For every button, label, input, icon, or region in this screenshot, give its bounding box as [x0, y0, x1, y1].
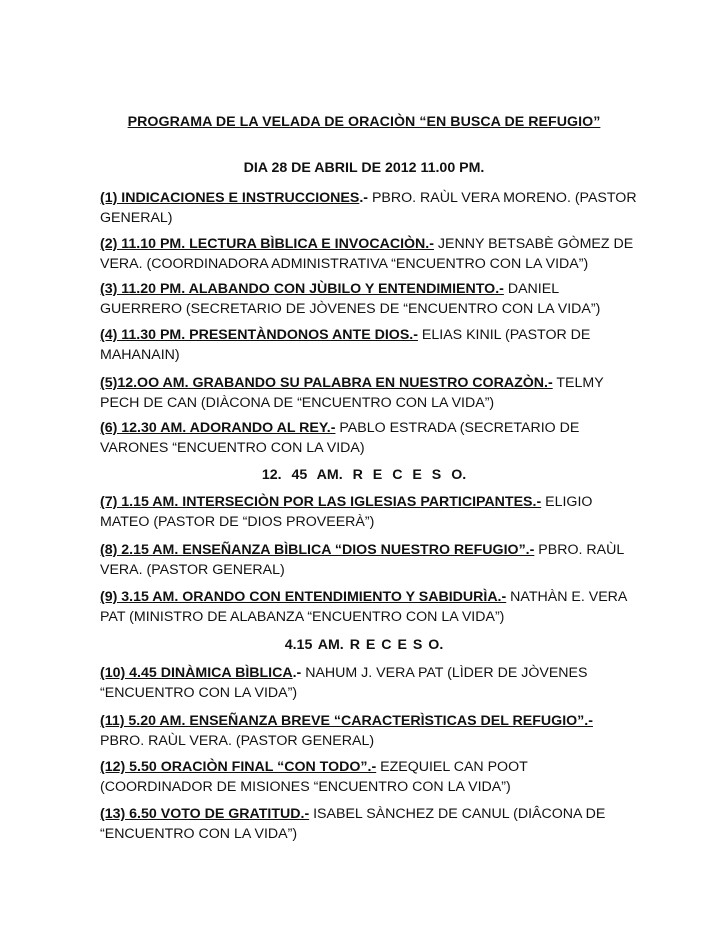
item-heading: (8) 2.15 AM. ENSEÑANZA BÌBLICA “DIOS NUESTRO REFUGIO”.- [100, 542, 535, 558]
program-item-1 [100, 188, 640, 228]
program-item-11 [100, 711, 640, 751]
item-heading: (10) 4.45 DINÀMICA BÌBLICA [100, 665, 293, 681]
item-detail: ELIGIO MATEO (PASTOR DE “DIOS PROVEERÀ”) [100, 494, 593, 530]
item-detail: PBRO. RAÙL VERA MORENO. (PASTOR GENERAL) [100, 190, 637, 226]
program-item-2 [100, 234, 640, 274]
item-detail: EZEQUIEL CAN POOT (COORDINADOR DE MISIONES “ENCUENTRO CON LA VIDA”) [100, 759, 528, 795]
date-line: DIA 28 DE ABRIL DE 2012 11.00 PM. [243, 160, 485, 176]
item-heading: (1) INDICACIONES E INSTRUCCIONES [100, 190, 360, 206]
item-heading: (5)12.OO AM. GRABANDO SU PALABRA EN NUESTRO CORAZÒN.- [100, 375, 553, 391]
item-heading: (2) 11.10 PM. LECTURA BÌBLICA E INVOCACIÒN.- [100, 236, 434, 252]
program-item-6 [100, 418, 640, 458]
item-heading-tail: .- [292, 665, 302, 681]
item-heading: (4) 11.30 PM. PRESENTÀNDONOS ANTE DIOS.- [100, 327, 418, 343]
program-title: PROGRAMA DE LA VELADA DE ORACIÒN “EN BUSCA DE REFUGIO” [127, 114, 601, 130]
program-item-7 [100, 492, 640, 532]
item-heading: (12) 5.50 ORACIÒN FINAL “CON TODO”.- [100, 759, 377, 775]
item-detail: TELMY PECH DE CAN (DIÀCONA DE “ENCUENTRO CON LA VIDA”) [100, 375, 604, 411]
program-item-12 [100, 757, 640, 797]
item-detail: ISABEL SÀNCHEZ DE CANUL (DIÂCONA DE “ENCUENTRO CON LA VIDA”) [100, 806, 606, 842]
item-detail: PBRO. RAÙL VERA. (PASTOR GENERAL) [100, 733, 375, 749]
item-detail: NATHÀN E. VERA PAT (MINISTRO DE ALABANZA “ENCUENTRO CON LA VIDA”) [100, 589, 627, 625]
program-item-5 [100, 373, 640, 413]
item-detail: ELIAS KINIL (PASTOR DE MAHANAIN) [100, 327, 591, 363]
program-item-13 [100, 804, 640, 844]
program-item-10 [100, 663, 640, 703]
program-item-3 [100, 279, 640, 319]
item-heading: (6) 12.30 AM. ADORANDO AL REY.- [100, 420, 336, 436]
program-item-4 [100, 325, 640, 365]
item-detail: NAHUM J. VERA PAT (LÌDER DE JÒVENES “ENCUENTRO CON LA VIDA”) [100, 665, 588, 701]
program-item-8 [100, 540, 640, 580]
item-heading: (11) 5.20 AM. ENSEÑANZA BREVE “CARACTERÌSTICAS DEL REFUGIO”.- [100, 713, 593, 729]
item-detail: PABLO ESTRADA (SECRETARIO DE VARONES “ENCUENTRO CON LA VIDA) [100, 420, 580, 456]
item-heading: (7) 1.15 AM. INTERSECIÒN POR LAS IGLESIAS PARTICIPANTES.- [100, 494, 542, 510]
program-item-9 [100, 587, 640, 627]
item-detail: DANIEL GUERRERO (SECRETARIO DE JÒVENES DE “ENCUENTRO CON LA VIDA”) [100, 281, 601, 317]
recess-2: 4.15 AM. R E C E S O. [284, 637, 444, 653]
item-heading-tail: .- [359, 190, 369, 206]
item-heading: (9) 3.15 AM. ORANDO CON ENTENDIMIENTO Y SABIDURÌA.- [100, 589, 507, 605]
item-heading: (3) 11.20 PM. ALABANDO CON JÙBILO Y ENTENDIMIENTO.- [100, 281, 504, 297]
item-detail: PBRO. RAÙL VERA. (PASTOR GENERAL) [100, 542, 624, 578]
item-detail: JENNY BETSABÈ GÒMEZ DE VERA. (COORDINADORA ADMINISTRATIVA “ENCUENTRO CON LA VIDA”) [100, 236, 634, 272]
item-heading: (13) 6.50 VOTO DE GRATITUD.- [100, 806, 310, 822]
recess-1: 12. 45 AM. R E C E S O. [261, 467, 467, 483]
